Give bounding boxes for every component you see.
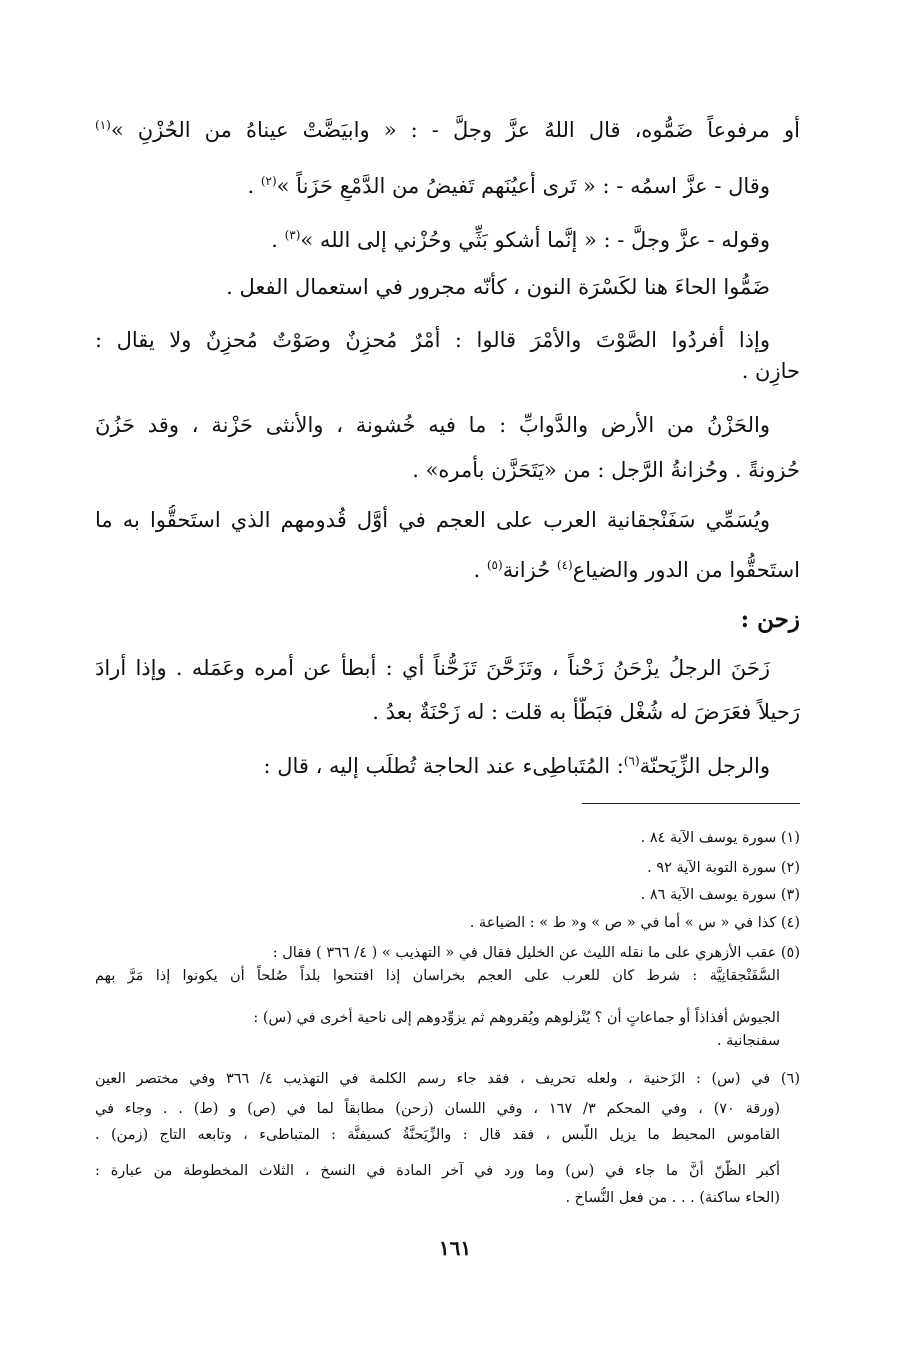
footnote-line: أكبر الظَّنّ أنَّ ما جاء في (س) وما ورد في آخر المادة في النسخ ، الثلاث المخطوطة من عبارة : bbox=[95, 1163, 780, 1179]
footnote-line: (٢) سورة التوبة الآية ٩٢ . bbox=[647, 860, 800, 876]
footnote-line: (٥) عقب الأزهري على ما نقله الليث عن الخليل فقال في « التهذيب » ( ٤/ ٣٦٦ ) فقال : bbox=[272, 945, 800, 961]
body-line: رَحيلاً فعَرَضَ له شُغْل فبَطَّأ به قلت : له زَحْنَةٌ بعدُ . bbox=[372, 700, 800, 724]
body-line: استَحقُّوا من الدور والضياع$^{(٤)}$ حُزانة$^{(٥)}$ . bbox=[473, 558, 800, 582]
footnote-line: (ورقة ٧٠) ، وفي المحكم ٣/ ١٦٧ ، وفي اللسان (زحن) مطابقاً لما في (ص) و (ط) . . وجاء في bbox=[95, 1101, 780, 1117]
body-line: حازِن . bbox=[741, 359, 800, 383]
body-line: وإذا أفردُوا الصَّوْتَ والأمْرَ قالوا : أمْرٌ مُحزِنٌ وصَوْتٌ مُحزِنٌ ولا يقال : bbox=[95, 328, 770, 352]
footnote-ref: (٤) bbox=[556, 558, 573, 572]
footnote-line: الجيوش أفذاذاً أو جماعاتٍ أن ؟ يُنْزلوهم ويُقروهم ثم يزوِّدوهم إلى ناحية أخرى في (س) : bbox=[253, 1010, 780, 1026]
footnote-ref: (٢) bbox=[260, 174, 277, 188]
footnote-ref: (١) bbox=[95, 118, 111, 132]
page-number: ١٦١ bbox=[438, 1236, 472, 1260]
footnote-line: (الحاء ساكنة) . . . من فعل النُّساخ . bbox=[565, 1190, 780, 1206]
footnote-ref: (٥) bbox=[486, 558, 503, 572]
footnote-ref: (٣) bbox=[284, 228, 301, 242]
body-line: زَحَنَ الرجلُ يزْحَنُ زَحْناً ، وتَزَحَّنَ تَزَحُّناً أي : أبطأ عن أمره وعَمَله . وإذا أرادَ bbox=[95, 656, 770, 680]
footnote-ref: (٦) bbox=[623, 754, 640, 768]
body-line: وقال - عزَّ اسمُه - : « تَرى أعيُنَهم تَفيضُ من الدَّمْعِ حَزَناً »$^{(٢)}$ . bbox=[247, 174, 770, 198]
body-line: ضَمُّوا الحاءَ هنا لكَسْرَة النون ، كأنّه مجرور في استعمال الفعل . bbox=[226, 275, 770, 299]
entry-heading: زحن : bbox=[740, 606, 800, 633]
body-line: حُزونةً . وحُزانةُ الرَّجل : من «يَتَحَزَّن بأمره» . bbox=[412, 458, 800, 482]
footnote-line: (١) سورة يوسف الآية ٨٤ . bbox=[640, 830, 800, 846]
footnote-divider bbox=[582, 803, 800, 804]
footnote-line: سفنجانية . bbox=[716, 1033, 780, 1049]
body-line: والرجل الزِّيَحنّة$^{(٦)}$: المُتَباطِىء عند الحاجة تُطلَب إليه ، قال : bbox=[263, 754, 770, 778]
footnote-line: السَّفَنْجقانِيَّة : شرط كان للعرب على العجم بخراسان إذا افتتحوا بلداً صُلحاً أن يكونوا إذا مَرَّ بهم bbox=[95, 968, 780, 984]
body-line: وقوله - عزَّ وجلَّ - : « إنَّما أشكو بَثِّي وحُزْني إلى الله »$^{(٣)}$ . bbox=[271, 228, 770, 252]
footnote-line: (٦) في (س) : الزَحنية ، ولعله تحريف ، فقد جاء رسم الكلمة في التهذيب ٤/ ٣٦٦ وفي مختصر العين bbox=[95, 1071, 800, 1087]
footnote-line: (٣) سورة يوسف الآية ٨٦ . bbox=[640, 887, 800, 903]
body-line: أو مرفوعاً ضَمُّوه، قال اللهُ عزَّ وجلَّ - : « وابيَضَّتْ عيناهُ من الحُزْنِ »$^{(١)}$ bbox=[95, 118, 800, 142]
body-line: ويُسَمِّي سَفَنْجقانية العرب على العجم في أوَّل قُدومهم الذي استَحقُّوا به ما bbox=[95, 508, 770, 532]
body-line: والحَزْنُ من الأرض والدَّوابِّ : ما فيه خُشونة ، والأنثى حَزْنة ، وقد حَزُنَ bbox=[95, 413, 770, 437]
footnote-line: (٤) كذا في « س » أما في « ص » و« ط » : الضياعة . bbox=[469, 915, 800, 931]
footnote-line: القاموس المحيط ما يزيل اللَّبس ، فقد قال : والزِّيَحنَّةُ كسيفنَّة : المتباطىء ، وتابعه التاج (زمن) . bbox=[95, 1127, 780, 1143]
